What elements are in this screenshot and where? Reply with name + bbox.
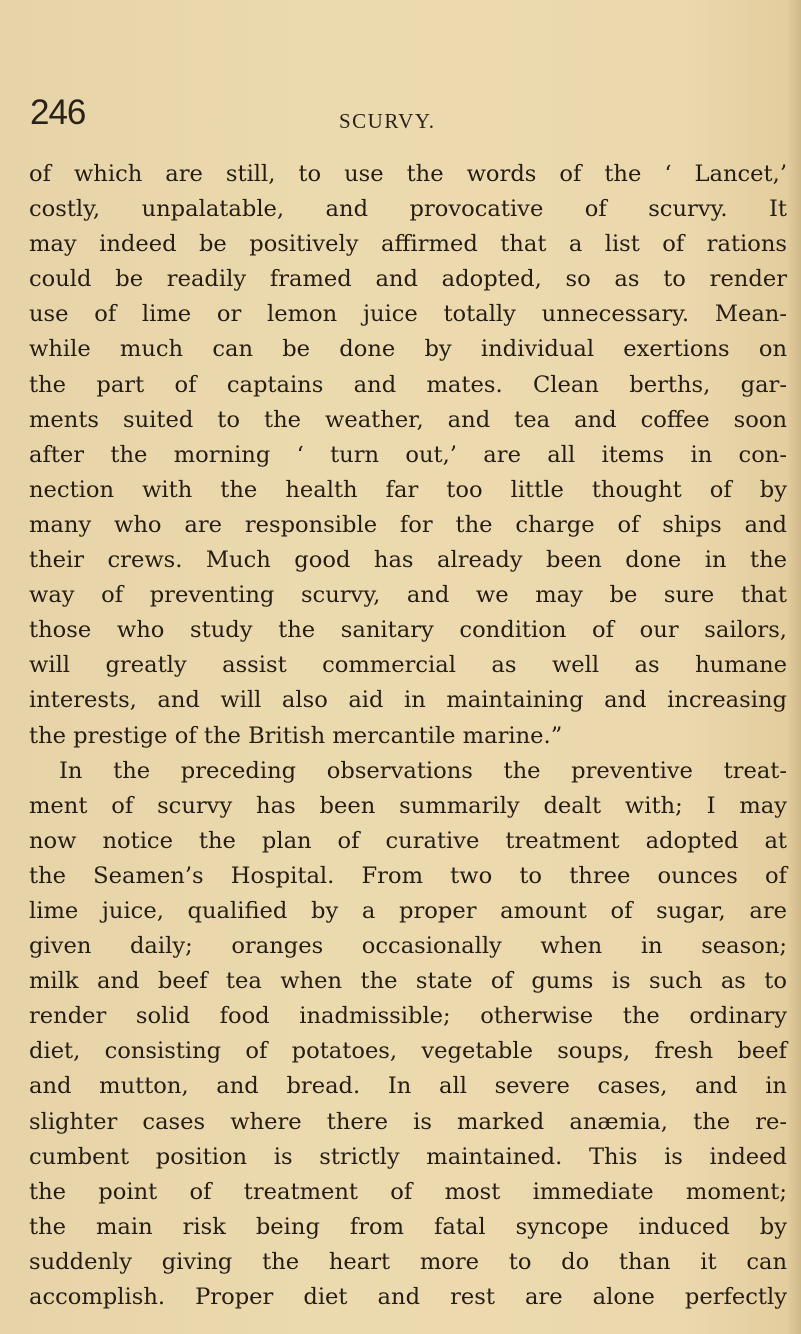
text-line: the main risk being from fatal syncope induced by: [29, 1213, 787, 1240]
text-line: accomplish. Proper diet and rest are alone perfectly: [29, 1284, 787, 1310]
text-line: way of preventing scurvy, and we may be sure that: [29, 582, 787, 609]
text-line: many who are responsible for the charge of ships and: [29, 511, 787, 538]
running-title: SCURVY.: [339, 109, 436, 133]
text-line: use of lime or lemon juice totally unnecessary. Mean-: [29, 301, 787, 328]
text-line: slighter cases where there is marked anæmia, the re-: [29, 1108, 787, 1135]
text-line: while much can be done by individual exertions on: [29, 336, 787, 363]
page-number: 246: [30, 93, 86, 132]
text-line: the point of treatment of most immediate moment;: [29, 1178, 787, 1205]
text-line: milk and beef tea when the state of gums is such as to: [29, 968, 787, 995]
text-line: after the morning ‘ turn out,’ are all items in con-: [29, 441, 787, 468]
page-edge-shadow: [787, 0, 801, 1334]
text-line: could be readily framed and adopted, so as to render: [29, 266, 787, 293]
text-line: ment of scurvy has been summarily dealt with; I may: [29, 792, 787, 819]
text-line: suddenly giving the heart more to do than it can: [29, 1248, 787, 1275]
text-line: nection with the health far too little thought of by: [29, 476, 787, 503]
text-line: the prestige of the British mercantile marine.”: [29, 722, 563, 749]
text-line: given daily; oranges occasionally when in season;: [29, 933, 787, 960]
text-line: the part of captains and mates. Clean berths, gar-: [29, 371, 787, 398]
text-line: of which are still, to use the words of the ‘ Lancet,’: [29, 161, 787, 187]
text-line: diet, consisting of potatoes, vegetable soups, fresh beef: [29, 1038, 787, 1065]
text-line: lime juice, qualified by a proper amount of sugar, are: [29, 897, 787, 924]
text-line: and mutton, and bread. In all severe cases, and in: [29, 1073, 787, 1100]
text-line: costly, unpalatable, and provocative of scurvy. It: [29, 196, 787, 223]
text-line: cumbent position is strictly maintained. This is indeed: [29, 1143, 787, 1170]
body-text: [29, 157, 787, 1315]
text-line: their crews. Much good has already been done in the: [29, 547, 787, 574]
text-line: will greatly assist commercial as well as humane: [29, 652, 787, 679]
text-line: the Seamen’s Hospital. From two to three ounces of: [29, 862, 787, 889]
text-line: those who study the sanitary condition of our sailors,: [29, 617, 787, 644]
text-line: may indeed be positively affirmed that a list of rations: [29, 231, 787, 258]
text-line: now notice the plan of curative treatment adopted at: [29, 827, 787, 854]
text-line: ments suited to the weather, and tea and coffee soon: [29, 406, 787, 433]
text-line: render solid food inadmissible; otherwise the ordinary: [29, 1003, 787, 1030]
text-line: interests, and will also aid in maintaining and increasing: [29, 687, 787, 714]
text-line: In the preceding observations the preventive treat-: [59, 757, 787, 784]
